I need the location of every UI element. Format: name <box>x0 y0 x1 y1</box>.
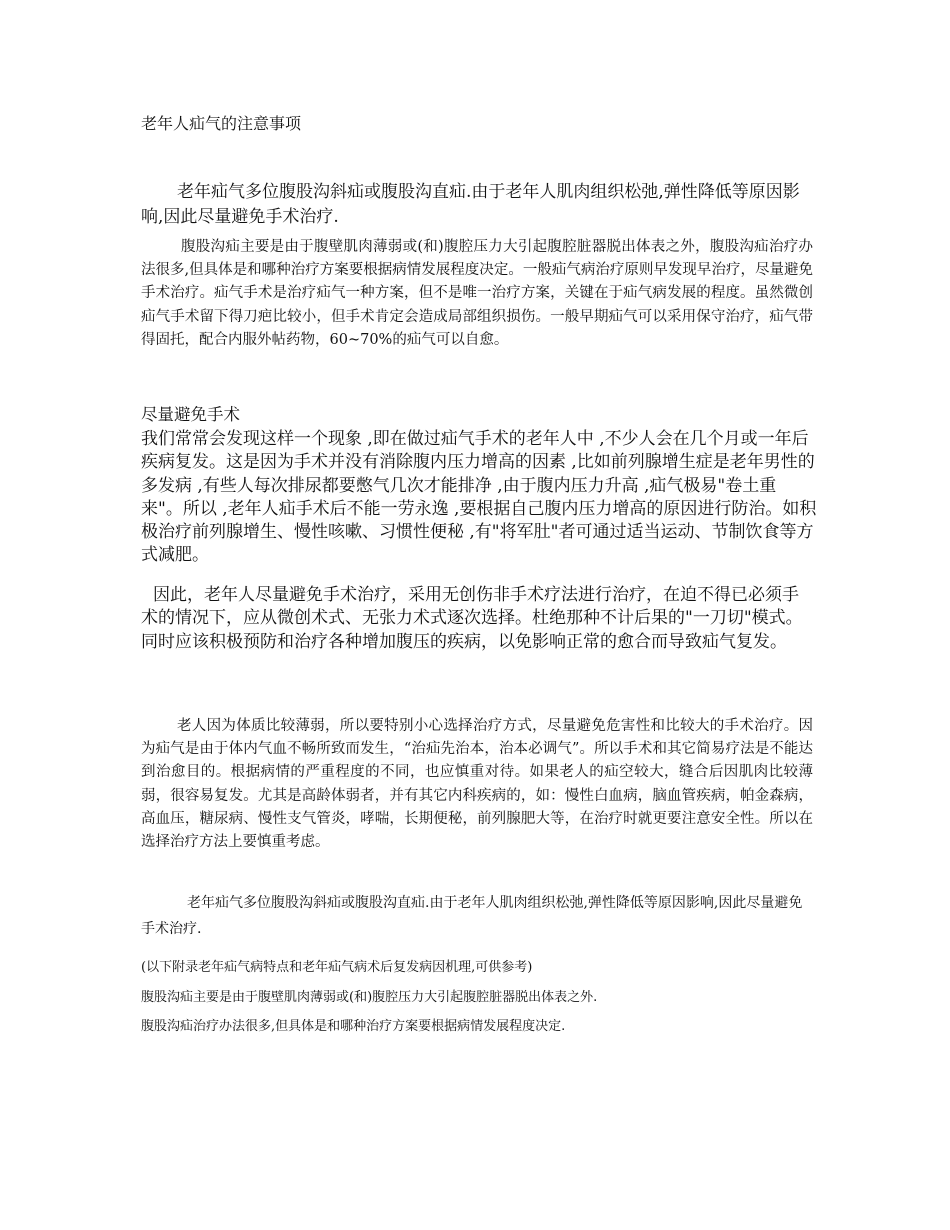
paragraph-summary: 老年疝气多位腹股沟斜疝或腹股沟直疝.由于老年人肌肉组织松弛,弹性降低等原因影响,因此尽量避免手术治疗. <box>141 895 803 937</box>
appendix-line: 腹股沟疝治疗办法很多,但具体是和哪种治疗方案要根据病情发展程度决定. <box>141 1019 566 1034</box>
section-heading: 尽量避免手术 <box>141 405 240 424</box>
appendix-line: 腹股沟疝主要是由于腹壁肌肉薄弱或(和)腹腔压力大引起腹腔脏器脱出体表之外. <box>141 990 598 1005</box>
paragraph-elderly-caution: 老人因为体质比较薄弱，所以要特别小心选择治疗方式，尽量避免危害性和比较大的手术治疗。因为疝气是由于体内气血不畅所致而发生，“治疝先治本，治本必调气”。所以手术和其它简易疗法是不能达到治愈目的。根据病情的严重程度的不同，也应慎重对待。如果老人的疝空较大，缝合后因肌肉比较薄弱，很容易复发。尤其是高龄体弱者，并有其它内科疾病的，如：慢性白血病，脑血管疾病，帕金森病，高血压，糖尿病、慢性支气管炎，哮喘，长期便秘，前列腺肥大等，在治疗时就更要注意安全性。所以在选择治疗方法上要慎重考虑。 <box>141 718 813 851</box>
paragraph-treatment-choice: 因此，老年人尽量避免手术治疗，采用无创伤非手术疗法进行治疗，在迫不得已必须手术的情况下，应从微创术式、无张力术式逐次选择。杜绝那种不计后果的"一刀切"模式。同时应该积极预防和治疗各种增加腹压的疾病，以免影响正常的愈合而导致疝气复发。 <box>141 585 803 652</box>
document-title: 老年人疝气的注意事项 <box>141 114 302 133</box>
paragraph-recurrence-cause: 我们常常会发现这样一个现象 ,即在做过疝气手术的老年人中 ,不少人会在几个月或一年后疾病复发。这是因为手术并没有消除腹内压力增高的因素 ,比如前列腺增生症是老年男性的多发病 ,有些人每次排尿都要憋气几次才能排净 ,由于腹内压力升高 ,疝气极易"卷土重来"。所以 ,老年人疝手术后不能一劳永逸 ,要根据自己腹内压力增高的原因进行防治。如积极治疗前列腺增生、慢性咳嗽、习惯性便秘 ,有"将军肚"者可通过适当运动、节制饮食等方式减肥。 <box>141 429 817 566</box>
intro-paragraph: 老年疝气多位腹股沟斜疝或腹股沟直疝.由于老年人肌肉组织松弛,弹性降低等原因影响,因此尽量避免手术治疗. <box>141 182 800 227</box>
paragraph-inguinal-hernia-overview: 腹股沟疝主要是由于腹壁肌肉薄弱或(和)腹腔压力大引起腹腔脏器脱出体表之外，腹股沟疝治疗办法很多,但具体是和哪种治疗方案要根据病情发展程度决定。一般疝气病治疗原则早发现早治疗，尽量避免手术治疗。疝气手术是治疗疝气一种方案，但不是唯一治疗方案，关键在于疝气病发展的程度。虽然微创疝气手术留下得刀疤比较小，但手术肯定会造成局部组织损伤。一般早期疝气可以采用保守治疗，疝气带得固托，配合内服外帖药物，60~70%的疝气可以自愈。 <box>141 239 813 348</box>
appendix-note: (以下附录老年疝气病特点和老年疝气病术后复发病因机理,可供参考) <box>141 960 533 975</box>
